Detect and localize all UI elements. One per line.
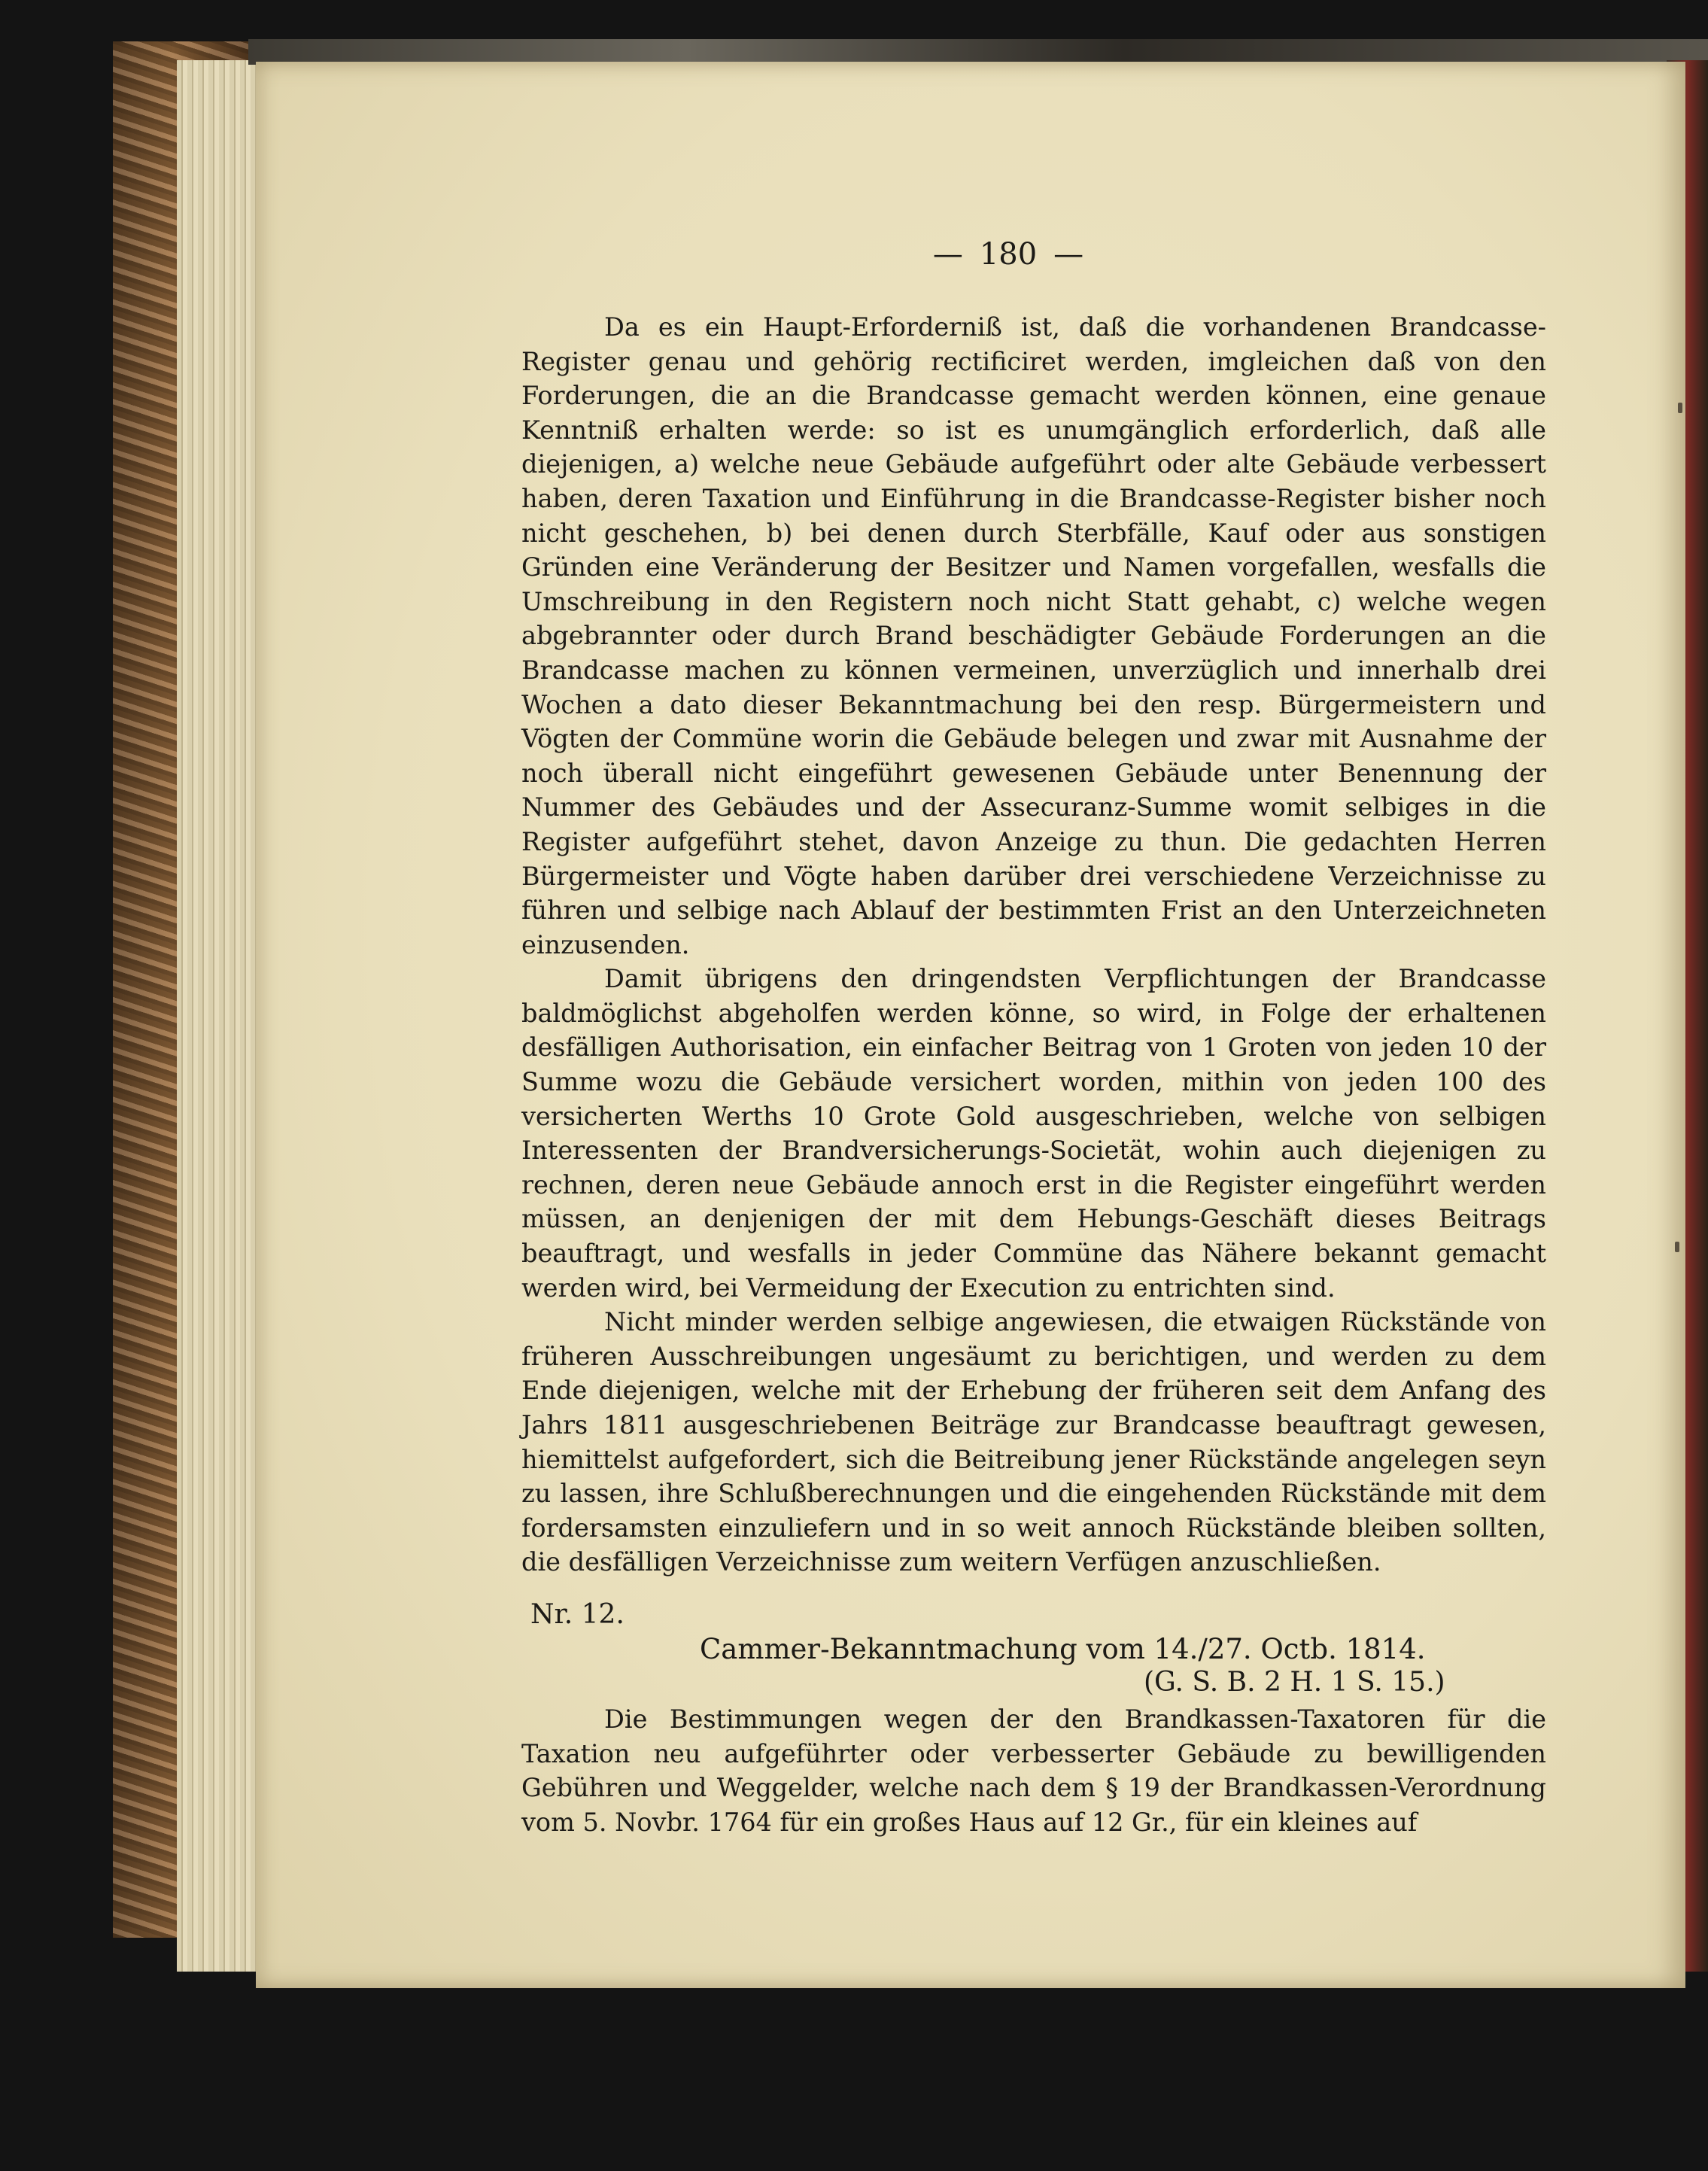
body-text (521, 310, 1546, 1580)
header-dash-left: — (932, 237, 963, 272)
paragraph-2: Damit übrigens den dringendsten Verpflichtungen der Brandcasse baldmöglichst abgeholfen werden könne, so wird, in Folge der erhaltenen desfälligen Authorisation, ein einfacher Beitrag von 1 Groten von jeden 10 der Summe wozu die Gebäude versichert worden, mithin von jeden 100 des versicherten Werths 10 Grote Gold ausgeschrieben, welche von selbigen Interessenten der Brandversicherungs-Societät, wohin auch diejenigen zu rechnen, deren neue Gebäude annoch erst in die Register eingeführt werden müssen, an denjenigen der mit dem Hebungs-Geschäft dieses Beitrags beauftragt, und wesfalls in jeder Commüne das Nähere bekannt gemacht werden wird, bei Vermeidung der Execution zu entrichten sind. (521, 964, 1546, 1303)
section-heading: Cammer-Bekanntmachung vom 14./27. Octb. 1814. (700, 1633, 1426, 1665)
paragraph-1: Da es ein Haupt-Erforderniß ist, daß die vorhandenen Brandcasse-Register genau und gehörig rectificiret werden, imgleichen daß von den Forderungen, die an die Brandcasse gemacht werden können, eine genaue Kenntniß erhalten werde: so ist es unumgänglich erforderlich, daß alle diejenigen, a) welche neue Gebäude aufgeführt oder alte Gebäude verbessert haben, deren Taxation und Einführung in die Brandcasse-Register bisher noch nicht geschehen, b) bei denen durch Sterbfälle, Kauf oder aus sonstigen Gründen eine Veränderung der Besitzer und Namen vorgefallen, wesfalls die Umschreibung in den Registern noch nicht Statt gehabt, c) welche wegen abgebrannter oder durch Brand beschädigter Gebäude Forderungen an die Brandcasse machen zu können vermeinen, unverzüglich und innerhalb drei Wochen a dato dieser Bekanntmachung bei den resp. Bürgermeistern und Vögten der Commüne worin die Gebäude belegen und zwar mit Ausnahme der noch überall nicht eingeführt gewesenen Gebäude unter Benennung der Nummer des Gebäudes und der Assecuranz-Summe womit selbiges in die Register aufgeführt stehet, davon Anzeige zu thun. Die gedachten Herren Bürgermeister und Vögte haben darüber drei verschiedene Verzeichnisse zu führen und selbige nach Ablauf der bestimmten Frist an den Unterzeichneten einzusenden. (521, 312, 1546, 959)
margin-mark (1678, 403, 1682, 413)
section-paragraph: Die Bestimmungen wegen der den Brandkassen-Taxatoren für die Taxation neu aufgeführter oder verbesserter Gebäude zu bewilligenden Gebühren und Weggelder, welche nach dem § 19 der Brandkassen-Verordnung vom 5. Novbr. 1764 für ein großes Haus auf 12 Gr., für ein kleines auf (521, 1704, 1546, 1837)
book-top-edge (248, 39, 1708, 65)
margin-mark (1675, 1242, 1679, 1252)
page-header (895, 237, 1121, 275)
section-body (521, 1702, 1546, 1839)
section-citation: (G. S. B. 2 H. 1 S. 15.) (1144, 1667, 1445, 1698)
section-number: Nr. 12. (530, 1599, 625, 1630)
page-number: 180 (979, 237, 1038, 272)
paragraph-3: Nicht minder werden selbige angewiesen, die etwaigen Rückstände von früheren Ausschreibungen ungesäumt zu berichtigen, und werden zu dem Ende diejenigen, welche mit der Erhebung der früheren seit dem Anfang des Jahrs 1811 ausgeschriebenen Beiträge zur Brandcasse beauftragt gewesen, hiemittelst aufgefordert, sich die Beitreibung jener Rückstände angelegen seyn zu lassen, ihre Schlußberechnungen und die eingehenden Rückstände mit dem fordersamsten einzuliefern und in so weit annoch Rückstände bleiben sollten, die desfälligen Verzeichnisse zum weitern Verfügen anzuschließen. (521, 1307, 1546, 1577)
header-dash-right: — (1053, 237, 1084, 272)
